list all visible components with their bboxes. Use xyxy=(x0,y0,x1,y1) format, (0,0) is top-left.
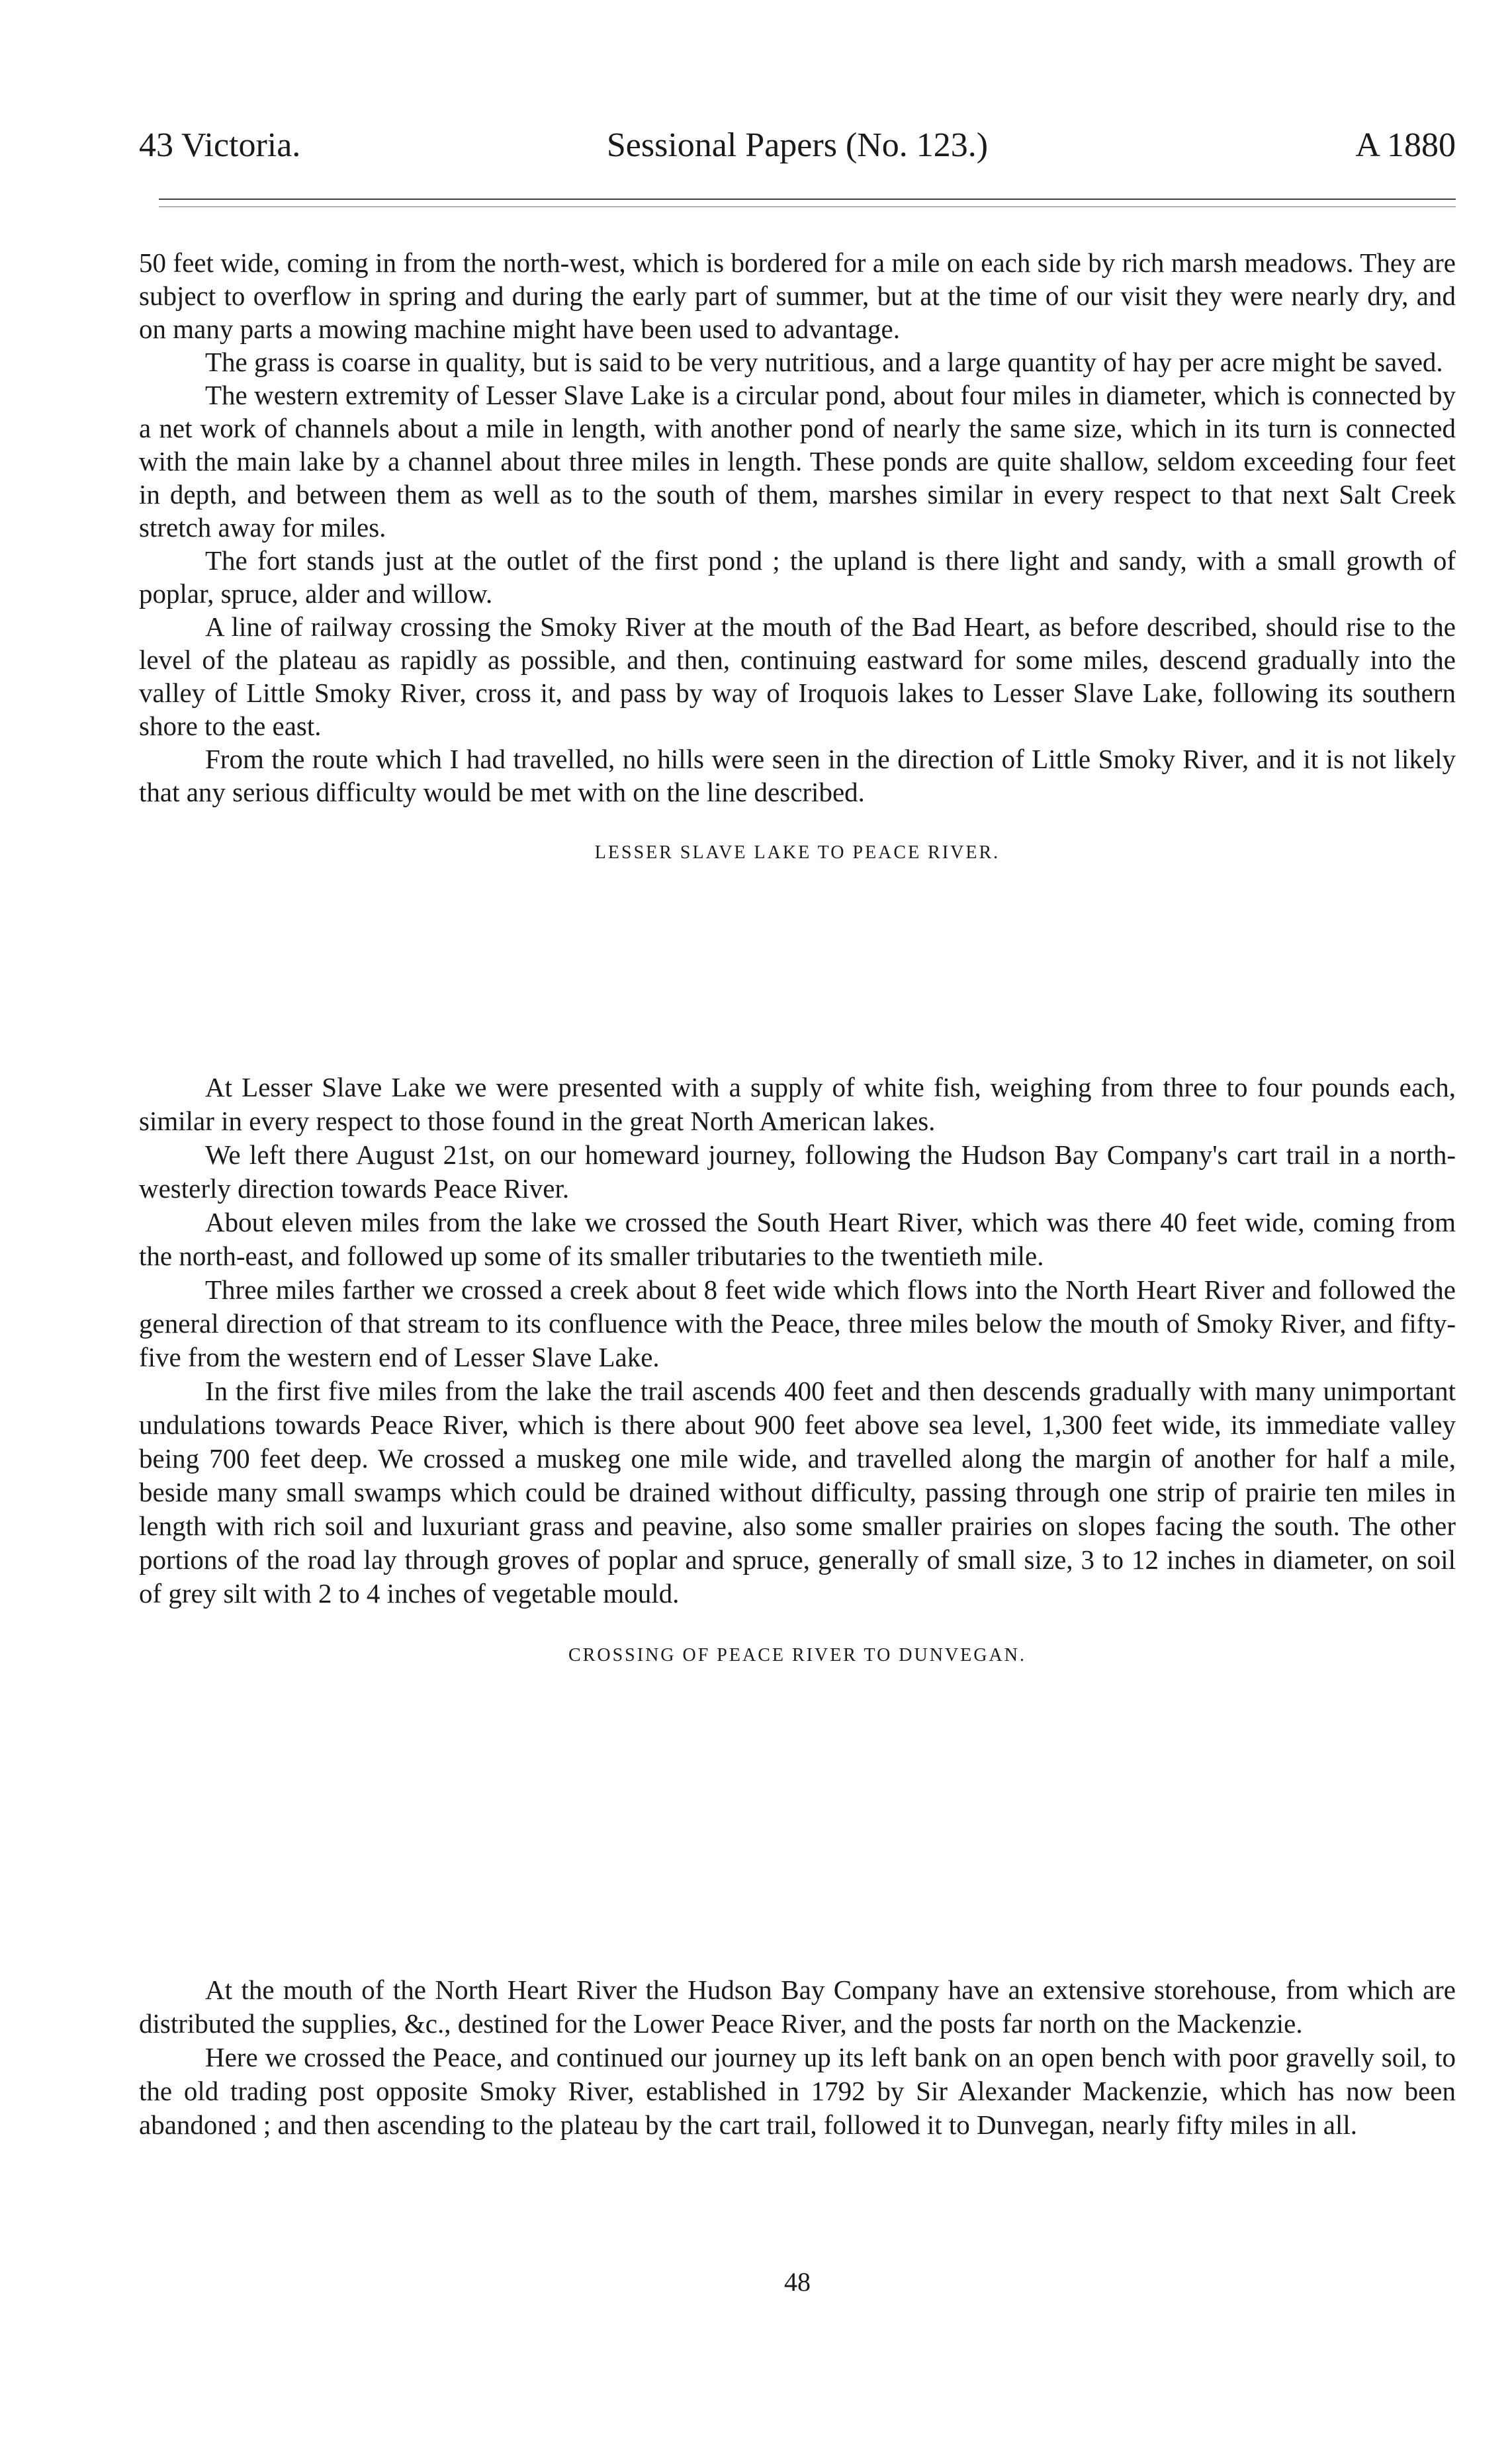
section-lesser-slave-lake xyxy=(139,1071,1456,1701)
header-right: A 1880 xyxy=(1355,126,1456,164)
header-center: Sessional Papers (No. 123.) xyxy=(606,126,989,164)
header-rule-thin xyxy=(159,206,1456,207)
paragraph: At Lesser Slave Lake we were presented with a supply of white fish, weighing from three to four pounds each, similar in every respect to those found in the great North American lakes. xyxy=(139,1072,1456,1136)
page-number: 48 xyxy=(784,2267,811,2297)
paragraph: We left there August 21st, on our homeward journey, following the Hudson Bay Company's cart trail in a north-westerly direction towards Peace River. xyxy=(139,1139,1456,1204)
paragraph: A line of railway crossing the Smoky River at the mouth of the Bad Heart, as before described, should rise to the level of the plateau as rapidly as possible, and then, continuing eastward for some miles, descend gradually into the valley of Little Smoky River, cross it, and pass by way of Iroquois lakes to Lesser Slave Lake, following its southern shore to the east. xyxy=(139,611,1456,741)
header-left: 43 Victoria. xyxy=(139,126,301,164)
section-heading-lesser-slave-lake: LESSER SLAVE LAKE TO PEACE RIVER. xyxy=(594,842,1001,863)
paragraph: The western extremity of Lesser Slave Lake is a circular pond, about four miles in diameter, which is connected by a net work of channels about a mile in length, with another pond of nearly the same size, which in its turn is connected with the main lake by a channel about three miles in length. These ponds are quite shallow, seldom exceeding four feet in depth, and between them as well as to the south of them, marshes similar in every respect to that next Salt Creek stretch away for miles. xyxy=(139,380,1456,543)
paragraph: Three miles farther we crossed a creek about 8 feet wide which flows into the North Heart River and followed the general direction of that stream to its confluence with the Peace, three miles below the mouth of Smoky River, and fifty-five from the western end of Lesser Slave Lake. xyxy=(139,1274,1456,1372)
paragraph: At the mouth of the North Heart River the Hudson Bay Company have an extensive storehouse, from which are distributed the supplies, &c., destined for the Lower Peace River, and the posts far north on the Mackenzie. xyxy=(139,1974,1456,2039)
paragraph: In the first five miles from the lake the trail ascends 400 feet and then descends gradually with many unimportant undulations towards Peace River, which is there about 900 feet above sea level, 1,300 feet wide, its immediate valley being 700 feet deep. We crossed a muskeg one mile wide, and travelled along the margin of another for half a mile, beside many small swamps which could be drained without difficulty, passing through one strip of prairie ten miles in length with rich soil and luxuriant grass and peavine, also some smaller prairies on slopes facing the south. The other portions of the road lay through groves of poplar and spruce, generally of small size, 3 to 12 inches in diameter, on soil of grey silt with 2 to 4 inches of vegetable mould. xyxy=(139,1376,1456,1609)
paragraph: The fort stands just at the outlet of the first pond ; the upland is there light and sandy, with a small growth of poplar, spruce, alder and willow. xyxy=(139,545,1456,609)
header-rule xyxy=(159,199,1456,200)
paragraph: About eleven miles from the lake we crossed the South Heart River, which was there 40 feet wide, coming from the north-east, and followed up some of its smaller tributaries to the twentieth mile. xyxy=(139,1207,1456,1271)
section-peace-river-crossing xyxy=(139,1973,1456,2142)
paragraph: 50 feet wide, coming in from the north-west, which is bordered for a mile on each side by rich marsh meadows. They are subject to overflow in spring and during the early part of summer, but at the time of our visit they were nearly dry, and on many parts a mowing machine might have been used to advantage. xyxy=(139,247,1456,344)
running-head xyxy=(139,126,1456,165)
paragraph: From the route which I had travelled, no hills were seen in the direction of Little Smoky River, and it is not likely that any serious difficulty would be met with on the line described. xyxy=(139,744,1456,807)
section-heading-peace-river-crossing: CROSSING OF PEACE RIVER TO DUNVEGAN. xyxy=(568,1645,1026,1665)
paragraph: Here we crossed the Peace, and continued our journey up its left bank on an open bench with poor gravelly soil, to the old trading post opposite Smoky River, established in 1792 by Sir Alexander Mackenzie, which has now been abandoned ; and then ascending to the plateau by the cart trail, followed it to Dunvegan, nearly fifty miles in all. xyxy=(139,2042,1456,2140)
paragraph: The grass is coarse in quality, but is said to be very nutritious, and a large quantity of hay per acre might be saved. xyxy=(205,347,1443,377)
intro-text xyxy=(139,246,1456,899)
document-page xyxy=(139,0,1456,2439)
